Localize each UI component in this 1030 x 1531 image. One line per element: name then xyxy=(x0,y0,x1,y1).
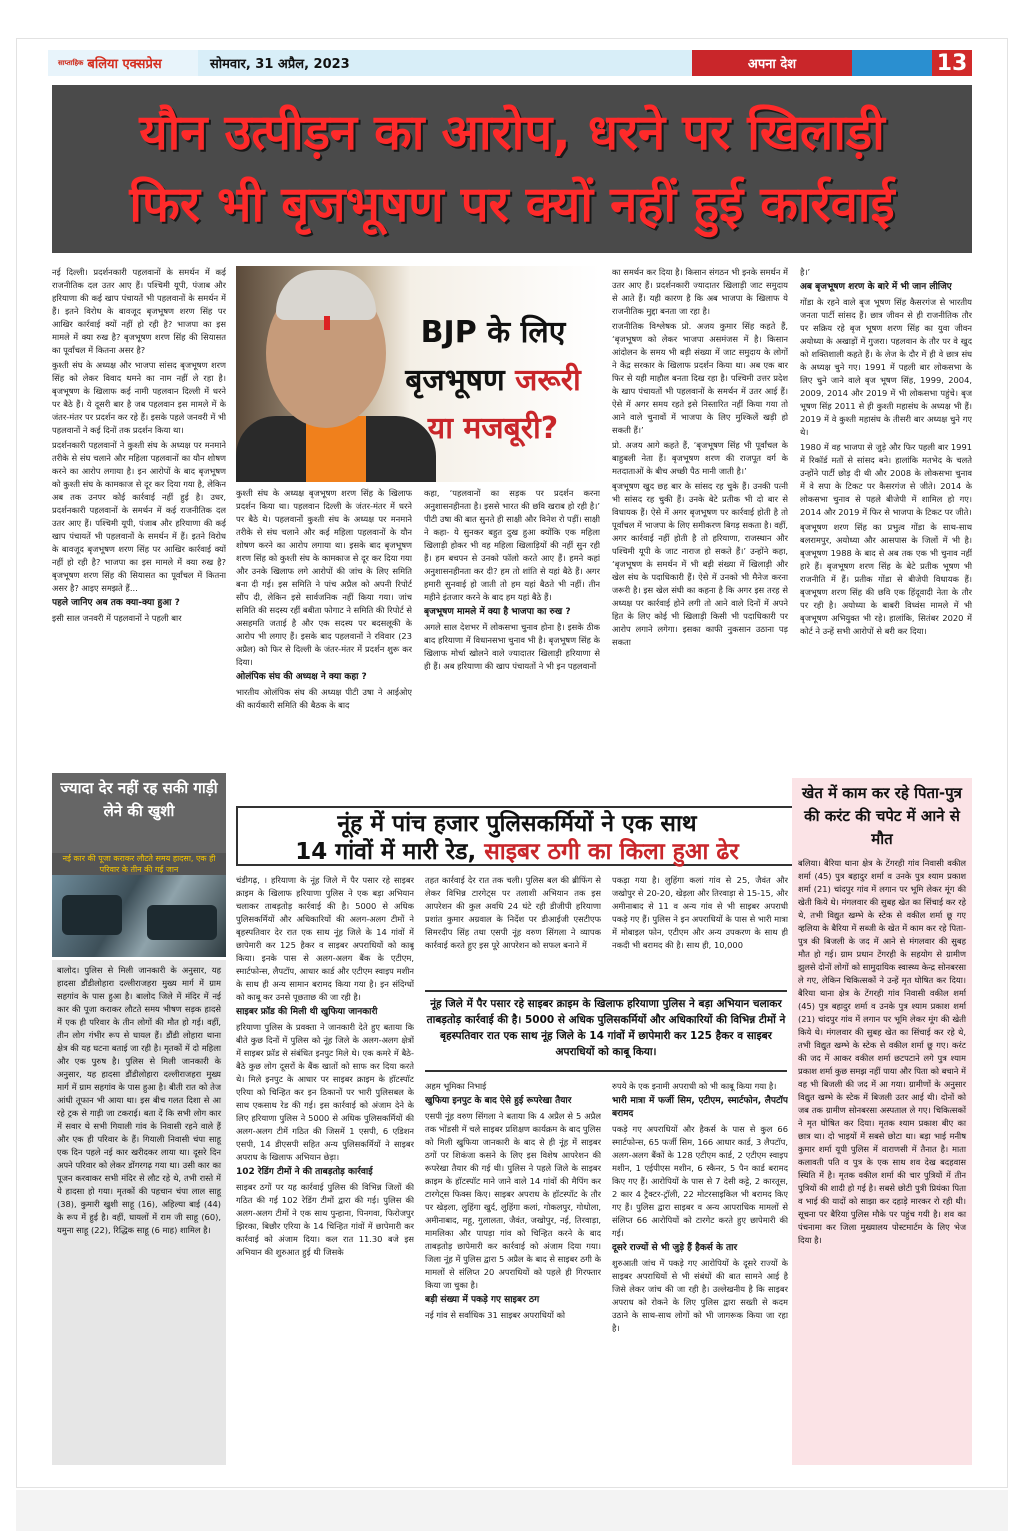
paragraph: बृजभूषण शरण सिंह का प्रभुत्व गोंडा के साथ-साथ बलरामपुर, अयोध्या और आसपास के जिलों में भी है। बृजभूषण 1988 के बाद से अब तक एक भी चुनाव नहीं हारे हैं। बृजभूषण शरण सिंह के बेटे प्रतीक भूषण भी राजनीति में हैं। प्रतीक गोंडा से बीजेपी विधायक हैं। बृजभूषण शरण सिंह की छवि एक हिंदूवादी नेता के तौर पर रही है। अयोध्या के बाबरी विध्वंस मामले में भी बृजभूषण अभियुक्त भी रहे। हालांकि, सितंबर 2020 में कोर्ट ने उन्हें सभी आरोपों से बरी कर दिया। xyxy=(800,522,972,636)
paragraph: कुश्ती संघ के अध्यक्ष और भाजपा सांसद बृजभूषण शरण सिंह को लेकर विवाद थमने का नाम नहीं ले रहा है। बृजभूषण के खिलाफ कई नामी पहलवान दिल्ली में धरने पर बैठे हैं। ये दूसरी बार है जब पहलवान इस मामले में के जंतर-मंतर पर प्रदर्शन कर रहे हैं। इसके पहले जनवरी में भी पहलवानों ने कई दिनों तक प्रदर्शन किया था। xyxy=(52,360,226,435)
lead-headline-line1: यौन उत्पीड़न का आरोप, धरने पर खिलाड़ी xyxy=(139,104,885,161)
graphic-text-highlight: जरूरी xyxy=(515,363,581,398)
subheading: पहले जानिए अब तक क्या-क्या हुआ ? xyxy=(52,598,180,608)
paragraph: हरियाणा पुलिस के प्रवक्ता ने जानकारी देते हुए बताया कि बीते कुछ दिनों में पुलिस को नूंह जिले के अलग-अलग क्षेत्रों में साइबर फ्रॉड से संबंधित इनपुट मिले थे। एक कमरे में बैठे-बैठे कुछ लोग दूसरों के बैंक खातों को साफ कर दिया करते थे। मिले इनपुट के आधार पर साइबर क्राइम के हॉटस्पॉट एरिया को चिन्हित कर इन ठिकानों पर भारी पुलिसबल के साथ एकसाथ रेड की गई। इस कार्रवाई को अंजाम देने के लिए हरियाणा पुलिस ने 5000 से अधिक पुलिसकर्मियों की अलग-अलग टीमें गठित की जिसमें 1 एसपी, 6 एडिशन एसपी, 14 डीएसपी सहित अन्य पुलिसकर्मियों ने साइबर अपराध के खिलाफ अभियान छेड़ा। xyxy=(236,1022,414,1162)
paragraph: प्रो. अजय आगे कहते हैं, ‘बृजभूषण सिंह भी पूर्वांचल के बाहुबली नेता हैं। बृजभूषण शरण की राजपूत वर्ग के मतदाताओं के बीच अच्छी पैठ मानी जाती है।’ xyxy=(612,440,788,476)
paragraph: राजनीतिक विश्लेषक प्रो. अजय कुमार सिंह कहते हैं, ‘बृजभूषण को लेकर भाजपा असमंजस में है। किसान आंदोलन के समय भी बड़ी संख्या में जाट समुदाय के लोगों ने केंद्र सरकार के खिलाफ प्रदर्शन किया था। अब एक बार फिर से यही माहौल बनता दिख रहा है। पश्चिमी उत्तर प्रदेश के खाप पंचायतों भी पहलवानों के समर्थन में उतर आई हैं। ऐसे में अगर समय रहते इसे निस्तारित नहीं किया गया तो आने वाले चुनावों में भाजपा के लिए मुश्किलें खड़ी हो सकती हैं।’ xyxy=(612,321,788,435)
cyber-story-col3-top xyxy=(612,874,788,986)
cyber-story-col3 xyxy=(612,1080,788,1466)
paragraph: 1980 में वह भाजपा से जुड़े और फिर पहली बार 1991 में रिकॉर्ड मतों से सांसद बने। हालांकि मतभेद के चलते उन्होंने पार्टी छोड़ दी थी और 2008 के लोकसभा चुनाव में वे सपा के टिकट पर कैसरगंज से जीते। 2014 के लोकसभा चुनाव से पहले बीजेपी में शामिल हो गए। 2014 और 2019 में फिर से भाजपा के टिकट पर जीते। xyxy=(800,442,972,517)
lead-story-col4 xyxy=(612,266,788,759)
cyber-headline-part2: साइबर ठगी का किला हुआ ढेर xyxy=(484,839,739,865)
electrocution-body: बलिया। बैरिया थाना क्षेत्र के टेंगरही गांव निवासी वकील शर्मा (45) पुत्र बहादुर शर्मा व उनके पुत्र श्याम प्रकाश शर्मा (21) चांदपुर गांव में लगान पर भूमि लेकर मूंग की खेती किये थे। मंगलवार की सुबह खेत का सिंचाई कर रहे थे, तभी विद्युत खम्भे के स्टेक से वकील शर्मा छू गए व्हलिया के बैरिया में सब्जी के खेत में काम कर रहे पिता-पुत्र की बिजली के जद में आने से मंगलवार की सुबह मौत हो गई। ग्राम प्रधान टेंगरही के सहयोग से ग्रामीण झुलसे दोनों लोगों को सामुदायिक स्वास्थ्य केन्द्र सोनबरसा ले गए, लेकिन चिकित्सकों ने उन्हें मृत घोषित कर दिया। बैरिया थाना क्षेत्र के टेंगरही गांव निवासी वकील शर्मा (45) पुत्र बहादुर शर्मा व उनके पुत्र श्याम प्रकाश शर्मा (21) चांदपुर गांव में लगान पर भूमि लेकर मूंग की खेती किये थे। मंगलवार की सुबह खेत का सिंचाई कर रहे थे, तभी विद्युत खम्भे के स्टेक से वकील शर्मा छू गए। करंट की जद में आकर वकील शर्मा छटपटाने लगे पुत्र श्याम प्रकाश शर्मा कुछ समझ नहीं पाया और पिता को बचाने में वह भी बिजली की जद में आ गया। ग्रामीणों के अनुसार विद्युत खम्भे के स्टेक में बिजली उतर आई थी। दोनों को जब तक ग्रामीण सोनबरसा अस्पताल ले गए। चिकित्सकों ने मृत घोषित कर दिया। मृतक श्याम प्रकाश बीए का छात्र था। दो भाइयों में सबसे छोटा था। बड़ा भाई मनीष कुमार शर्मा यूपी पुलिस में वाराणसी में तैनात है। माता कलावती पति व पुत्र के एक साथ शव देख बदहवास स्थिति में है। मृतक वकील शर्मा की चार पुत्रियों में तीन पुत्रियों की शादी हो गई है। सबसे छोटी पुत्री प्रियंका पिता व भाई की यादों को साझा कर दहाड़े मारकर रो रही थी। सूचना पर बैरिया पुलिस मौके पर पहुंच गयी है। शव का पंचनामा कर जिला मुख्यालय पोस्टमार्टम के लिए भेज दिया है। xyxy=(798,858,966,1245)
header-color-band xyxy=(852,50,932,76)
paragraph: है।’ xyxy=(800,267,811,277)
paragraph: एसपी नूंह वरुण सिंगला ने बताया कि 4 अप्रैल से 5 अप्रैल तक भोंडसी में चले साइबर प्रशिक्षण कार्यक्रम के बाद पुलिस को मिली खुफिया जानकारी के बाद से ही नूंह में साइबर ठगों पर शिकंजा कसने के लिए इस विशेष आपरेशन की रूपरेखा तैयार की गई थी। पुलिस ने पहले जिले के साइबर क्राइम के हॉटस्पॉट माने जाने वाले 14 गांवों की मैपिंग कर टारगेट्स फिक्स किए। साइबर अपराध के हॉटस्पॉट के तौर पर खेड़ला, लुहिंगा खुर्द, लुहिंगा कलां, गोकलपुर, गोधोला, अमीनाबाद, महू, गुलालता, जैवंत, जखोपुर, नई, तिरवाड़ा, मामलिका और पापड़ा गांव को चिन्हित करने के बाद ताबड़तोड़ छापेमारी कर कार्रवाई को अंजाम दिया गया। जिला नूंह में पुलिस द्वारा 5 अप्रैल के बाद से साइबर ठगी के मामलों से संलिप्त 20 अपराधियों को पहले ही गिरफ्तार किया जा चुका है। xyxy=(425,1111,601,1290)
paragraph: कुश्ती संघ के अध्यक्ष बृजभूषण शरण सिंह के खिलाफ प्रदर्शन किया था। पहलवान दिल्ली के जंतर-मंतर में धरने पर बैठे थे। पहलवानों कुश्ती संघ के अध्यक्ष पर मनमाने तरीके से संघ चलाने और कई महिला पहलवानों के यौन शोषण करने का आरोप लगाया था। इसके बाद बृजभूषण शरण सिंह को कुश्ती संघ के कामकाज से दूर कर दिया गया और उनके खिलाफ लगे आरोपों की जांच के लिए समिति बना दी गई। इस समिति ने पांच अप्रैल को अपनी रिपोर्ट सौंप दी, लेकिन इसे सार्वजनिक नहीं किया गया। जांच समिति की सदस्य रहीं बबीता फोगाट ने समिति की रिपोर्ट से असहमति जताई है और एक सदस्य पर बदसलूकी के आरोप भी लगाए हैं। इसके बाद पहलवानों ने रविवार (23 अप्रैल) को फिर से दिल्ली के जंतर-मंतर में प्रदर्शन शुरू कर दिया। xyxy=(236,488,412,667)
subheading: साइबर फ्रॉड की मिली थी खुफिया जानकारी xyxy=(236,1007,378,1017)
masthead-small: साप्ताहिक xyxy=(58,58,84,67)
electrocution-headline: खेत में काम कर रहे पिता-पुत्र की करंट की चपेट में आने से मौत xyxy=(802,784,962,848)
paragraph: बृजभूषण खुद छह बार के सांसद रह चुके हैं। उनकी पत्नी भी सांसद रह चुकी हैं। उनके बेटे प्रतीक भी दो बार से विधायक हैं। ऐसे में अगर बृजभूषण पर कार्रवाई होती है तो पूर्वांचल में भाजपा के लिए समीकरण बिगड़ सकता है। वहीं, अगर कार्रवाई नहीं होती है तो हरियाणा, राजस्थान और पश्चिमी यूपी के जाट नाराज हो सकते हैं।’ उन्होंने कहा, ‘बृजभूषण के समर्थन में भी बड़ी संख्या में खिलाड़ी और खेल संघ के पदाधिकारी हैं। ऐसे में उनको भी मैनेज करना जरूरी है। इस खेल संघी का कहना है कि अगर इस तरह से अध्यक्ष पर कार्रवाई होने लगी तो आने वाले दिनों में अपने हित के लिए कोई भी खिलाड़ी किसी भी पदाधिकारी पर आरोप लगाने लगेगा। इसका काफी नुकसान उठाना पड़ सकता xyxy=(612,481,788,647)
lead-headline xyxy=(52,85,972,253)
subheading: भारी मात्रा में फर्जी सिम, एटीएम, स्मार्टफोन, लैपटॉप बरामद xyxy=(612,1096,788,1119)
cyber-headline-part1: 14 गांवों में मारी रेड, xyxy=(295,839,477,865)
masthead xyxy=(48,50,198,76)
page-number: 13 xyxy=(932,50,972,76)
wreck-shape xyxy=(147,905,217,940)
subheading: बड़ी संख्या में पकड़े गए साइबर ठग xyxy=(425,1295,540,1305)
paragraph: तहत कार्रवाई देर रात तक चली। पुलिस बल की ब्रीफिंग से लेकर विभिन्न टारगेट्स पर तलाशी अभियान तक इस आपरेशन की कुल अवधि 24 घंटे रही डीजीपी हरियाणा प्रशांत कुमार अग्रवाल के निर्देश पर डीआईजी एसटीएफ सिमरदीप सिंह तथा एसपी नूंह वरुण सिंगला ने व्यापक कार्रवाई करते हुए इस पूरे आपरेशन को सफल बनाने में xyxy=(425,875,601,950)
accident-photo xyxy=(52,875,226,957)
page-header xyxy=(48,50,972,76)
figure-tilak xyxy=(324,316,330,330)
cyber-story-col2-top xyxy=(425,874,601,986)
lead-story-col5 xyxy=(800,266,972,759)
masthead-title: बलिया एक्सप्रेस xyxy=(87,57,162,72)
lead-story-col3 xyxy=(424,487,600,759)
graphic-text-line3: या मजबूरी? xyxy=(427,411,559,446)
paragraph: गोंडा के रहने वाले बृज भूषण सिंह कैसरगंज से भारतीय जनता पार्टी सांसद हैं। छात्र जीवन से ही राजनीतिक तौर पर सक्रिय रहे बृज भूषण शरण सिंह का युवा जीवन अयोध्या के अखाड़ों में गुजरा। पहलवान के तौर पर वे खुद को शक्तिशाली कहते हैं। के लेज के दौर में ही वे छात्र संघ के अध्यक्ष चुने गए। 1991 में पहली बार लोकसभा के लिए चुने जाने वाले बृज भूषण सिंह, 1999, 2004, 2009, 2014 और 2019 में भी लोकसभा पहुंचे। बृज भूषण सिंह 2011 से ही कुश्ती महासंघ के अध्यक्ष भी हैं। 2019 में वे कुश्ती महासंघ के तीसरी बार अध्यक्ष चुने गए थे। xyxy=(800,297,972,437)
electrocution-story xyxy=(792,778,972,1465)
graphic-text-line2 xyxy=(386,358,600,399)
cyber-headline-line1: नूंह में पांच हजार पुलिसकर्मियों ने एक साथ xyxy=(337,811,697,837)
cyber-highlight-box: नूंह जिले में पैर पसार रहे साइबर क्राइम के खिलाफ हरियाणा पुलिस ने बड़ा अभियान चलाकर ताबड़तोड़ कार्रवाई की है। 5000 से अधिक पुलिसकर्मियों और अधिकारियों की विभिन्न टीमों ने बृहस्पतिवार रात एक साथ नूंह जिले के 14 गांवों में छापेमारी कर 125 हैकर व साइबर अपराधियों को काबू किया। xyxy=(425,990,787,1072)
wreck-shape xyxy=(62,895,122,935)
subheading: खुफिया इनपुट के बाद ऐसे हुई रूपरेखा तैयार xyxy=(425,1096,572,1106)
lead-story-col1 xyxy=(52,266,226,756)
accident-headline: ज्यादा देर नहीं रह सकी गाड़ी लेने की खुशी xyxy=(60,779,218,820)
issue-date: सोमवार, 31 अप्रैल, 2023 xyxy=(198,50,692,76)
cyber-headline-line2 xyxy=(238,838,796,866)
accident-subheadline: नई कार की पूजा कराकर लौटते समय हादसा, एक ही परिवार के तीन की गई जान xyxy=(52,853,226,875)
paragraph: साइबर ठगों पर यह कार्रवाई पुलिस की विभिन्न जिलों की गठित की गई 102 रेडिंग टीमों द्वारा की गई। पुलिस की अलग-अलग टीमों ने एक साथ पुन्हाना, पिनगवा, फिरोजपुर झिरका, बिछौर एरिया के 14 चिन्हित गांवों में छापेमारी कर कार्रवाई को अंजाम दिया। कल रात 11.30 बजे इस अभियान की शुरुआत हुई थी जिसके xyxy=(236,1182,414,1257)
lead-headline-line2: फिर भी बृजभूषण पर क्यों नहीं हुई कार्रवाई xyxy=(129,176,895,233)
subheading: दूसरे राज्यों से भी जुड़े हैं हैकर्स के तार xyxy=(612,1243,738,1253)
paragraph: नई गांव से सर्वाधिक 31 साइबर अपराधियों को xyxy=(425,1310,566,1320)
subheading: बृजभूषण मामले में क्या है भाजपा का रुख ? xyxy=(424,607,571,617)
graphic-text-name: बृजभूषण xyxy=(405,363,505,398)
paragraph: चंडीगढ़, । हरियाणा के नूंह जिले में पैर पसार रहे साइबर क्राइम के खिलाफ हरियाणा पुलिस ने एक बड़ा अभियान चलाकर ताबड़तोड़ कार्रवाई की है। 5000 से अधिक पुलिसकर्मियों और अधिकारियों की अलग-अलग टीमों ने बृहस्पतिवार देर रात एक साथ नूंह जिले के 14 गांवों में छापेमारी कर 125 हैकर व साइबर अपराधियों को काबू किया। इनके पास से अलग-अलग बैंक के एटीएम, स्मार्टफोन्स, लैपटॉप, आधार कार्ड और एटीएम स्वाइप मशीन के साथ ही अन्य सामान बरामद किया गया है। इन संदिग्धों को काबू कर उनसे पूछताछ की जा रही है। xyxy=(236,875,414,1002)
paragraph: पकड़ा गया है। लुहिंगा कलां गांव से 25, जैवंत और जखोपुर से 20-20, खेड़ला और तिरवाड़ा से 15-15, और अमीनाबाद से 11 व अन्य गांव से भी साइबर अपराधी पकड़े गए हैं। पुलिस ने इन अपराधियों के पास से भारी मात्रा में मोबाइल फोन, एटीएम और अन्य उपकरण के साथ ही नकदी भी बरामद की है। साथ ही, 10,000 xyxy=(612,875,788,950)
paragraph: का समर्थन कर दिया है। किसान संगठन भी इनके समर्थन में उतर आए हैं। प्रदर्शनकारी ज्यादातर खिलाड़ी जाट समुदाय से आते हैं। यही कारण है कि अब भाजपा के खिलाफ ये राजनीतिक मुद्दा बनता जा रहा है। xyxy=(612,267,788,316)
figure-hair xyxy=(276,270,376,320)
accident-story-header xyxy=(52,773,226,853)
paragraph: कहा, ‘पहलवानों का सड़क पर प्रदर्शन करना अनुशासनहीनता है। इससे भारत की छवि खराब हो रही है।’ पीटी उषा की बात सुनते ही साक्षी और विनेश रो पड़ीं। साक्षी ने कहा- ये सुनकर बहुत दुख हुआ क्योंकि एक महिला खिलाड़ी होकर भी वह महिला खिलाड़ियों की नहीं सुन रही हैं। हम बचपन से उनको फॉलो करते आए हैं। हमने कहां अनुशासनहीनता कर दी? हम तो शांति से यहां बैठे हैं। अगर हमारी सुनवाई हो जाती तो हम यहां बैठते भी नहीं। तीन महीने इंतजार करने के बाद हम यहां बैठे हैं। xyxy=(424,488,600,602)
cyber-raid-headline xyxy=(236,806,798,866)
graphic-text-line1: BJP के लिए xyxy=(420,315,566,350)
subheading: 102 रेडिंग टीमों ने की ताबड़तोड़ कार्रवाई xyxy=(236,1167,373,1177)
lead-story-col2 xyxy=(236,487,412,759)
paragraph: भारतीय ओलंपिक संघ की अध्यक्ष पीटी उषा ने आईओए की कार्यकारी समिति की बैठक के बाद xyxy=(236,687,412,710)
subheading: अब बृजभूषण शरण के बारे में भी जान लीजिए xyxy=(800,282,952,292)
cyber-story-col1 xyxy=(236,874,414,1466)
paragraph: प्रदर्शनकारी पहलवानों ने कुश्ती संघ के अध्यक्ष पर मनमाने तरीके से संघ चलाने और महिला पहलवानों का यौन शोषण करने का आरोप लगाया है। इन आरोपों के बाद बृजभूषण को कुश्ती संघ के कामकाज से दूर कर दिया गया है, लेकिन अब तक उनपर कोई कार्रवाई नहीं हुई है। उधर, प्रदर्शनकारी पहलवानों के समर्थन में कई राजनीतिक दल उतर आए हैं। पश्चिमी यूपी, पंजाब और हरियाणा की कई खाप पंचायतें भी पहलवानों के समर्थन में हैं। इतने विरोध के बावजूद बृजभूषण शरण सिंह पर आखिर कार्रवाई क्यों नहीं हो रही है? भाजपा का इस मामले में क्या रुख है? बृजभूषण शरण सिंह की सियासत का पूर्वांचल में कितना असर है? आइए समझते हैं... xyxy=(52,440,226,593)
paragraph: इसी साल जनवरी में पहलवानों ने पहली बार xyxy=(52,613,182,623)
section-name: अपना देश xyxy=(692,50,852,76)
cyber-story-col2 xyxy=(425,1080,601,1466)
paragraph: अहम भूमिका निभाई xyxy=(425,1081,487,1091)
bottom-strip xyxy=(16,1490,1008,1531)
subheading: ओलंपिक संघ की अध्यक्ष ने क्या कहा ? xyxy=(236,672,367,682)
paragraph: अगले साल देशभर में लोकसभा चुनाव होना है। इसके ठीक बाद हरियाणा में विधानसभा चुनाव भी है। बृजभूषण सिंह के खिलाफ मोर्चा खोलने वाले ज्यादातर खिलाड़ी हरियाणा से ही हैं। अब हरियाणा की खाप पंचायतों ने भी इन पहलवानों xyxy=(424,622,600,671)
paragraph: रुपये के एक इनामी अपराधी को भी काबू किया गया है। xyxy=(612,1081,777,1091)
paragraph: पकड़े गए अपराधियों और हैकर्स के पास से कुल 66 स्मार्टफोन्स, 65 फर्जी सिम, 166 आधार कार्ड, 3 लैपटॉप, अलग-अलग बैंकों के 128 एटीएम कार्ड, 2 एटीएम स्वाइप मशीन, 1 एईपीएस मशीन, 6 स्कैनर, 5 पैन कार्ड बरामद किए गए हैं। आरोपियों के पास से 7 देसी कट्टे, 2 कारतूस, 2 कार 4 ट्रैक्टर-ट्रॉली, 22 मोटरसाइकिल भी बरामद किए गए हैं। पुलिस द्वारा साइबर व अन्य आपराधिक मामलों से संलिप्त 66 आरोपियों को टारगेट करते हुए छापेमारी की गई। xyxy=(612,1124,788,1238)
paragraph: शुरुआती जांच में पकड़े गए आरोपियों के दूसरे राज्यों के साइबर अपराधियों से भी संबंधों की बात सामने आई है जिसे लेकर जांच की जा रही है। उल्लेखनीय है कि साइबर अपराध को रोकने के लिए पुलिस द्वारा सख्ती से कदम उठाने के साथ-साथ लोगों को भी जागरूक किया जा रहा है। xyxy=(612,1258,788,1333)
paragraph: नई दिल्ली। प्रदर्शनकारी पहलवानों के समर्थन में कई राजनीतिक दल उतर आए हैं। पश्चिमी यूपी, पंजाब और हरियाणा की कई खाप पंचायतें भी पहलवानों के समर्थन में हैं। इतने विरोध के बावजूद बृजभूषण शरण सिंह पर आखिर कार्रवाई क्यों नहीं हो रही है? भाजपा का इस मामले में क्या रुख है? बृजभूषण शरण सिंह की सियासत का पूर्वांचल में कितना असर है? xyxy=(52,267,226,355)
accident-story-body: बालोद। पुलिस से मिली जानकारी के अनुसार, यह हादसा डौंडीलोहारा दल्लीराजहरा मुख्य मार्ग में ग्राम सहगांव के पास हुआ है। बालोद जिले में मंदिर में नई कार की पूजा कराकर लौटते समय भीषण सड़क हादसे में एक ही परिवार के तीन लोगों की मौत हो गई। वहीं, तीन लोग गंभीर रूप से घायल हैं। डौंडी लोहारा थाना क्षेत्र की यह घटना बताई जा रही है। मृतकों में दो महिला और एक पुरुष है। पुलिस से मिली जानकारी के अनुसार, यह हादसा डौंडीलोहारा दल्लीराजहरा मुख्य मार्ग में ग्राम सहगांव के पास हुआ है। बीती रात को तेज आंधी तूफान भी आया था। इस बीच गलत दिशा से आ रहे ट्रक से गाड़ी जा टकराई। बता दें कि सभी लोग कार में सवार थे सभी गियाली गांव के निवासी रहने वाले हैं और एक ही परिवार के हैं। गियाली निवासी चंपा साहू एक दिन पहले नई कार खरीदकर लाया था। दूसरे दिन अपने परिवार को लेकर डोंगरगढ़ गया था। उसी कार का पूजन करवाकर सभी मंदिर से लौट रहे थे, तभी रास्ते में ये हादसा हो गया। मृतकों की पहचान चंपा लाल साहू (38), कुमारी खुशी साहू (16), अहिल्या बाई (44) के रूप में हुई है। वहीं, घायलों में राम जी साहू (60), यमुना साहू (22), रिद्धिक साहू (6 माह) शामिल है। xyxy=(52,960,226,1465)
brijbhushan-photo-graphic xyxy=(236,266,600,482)
